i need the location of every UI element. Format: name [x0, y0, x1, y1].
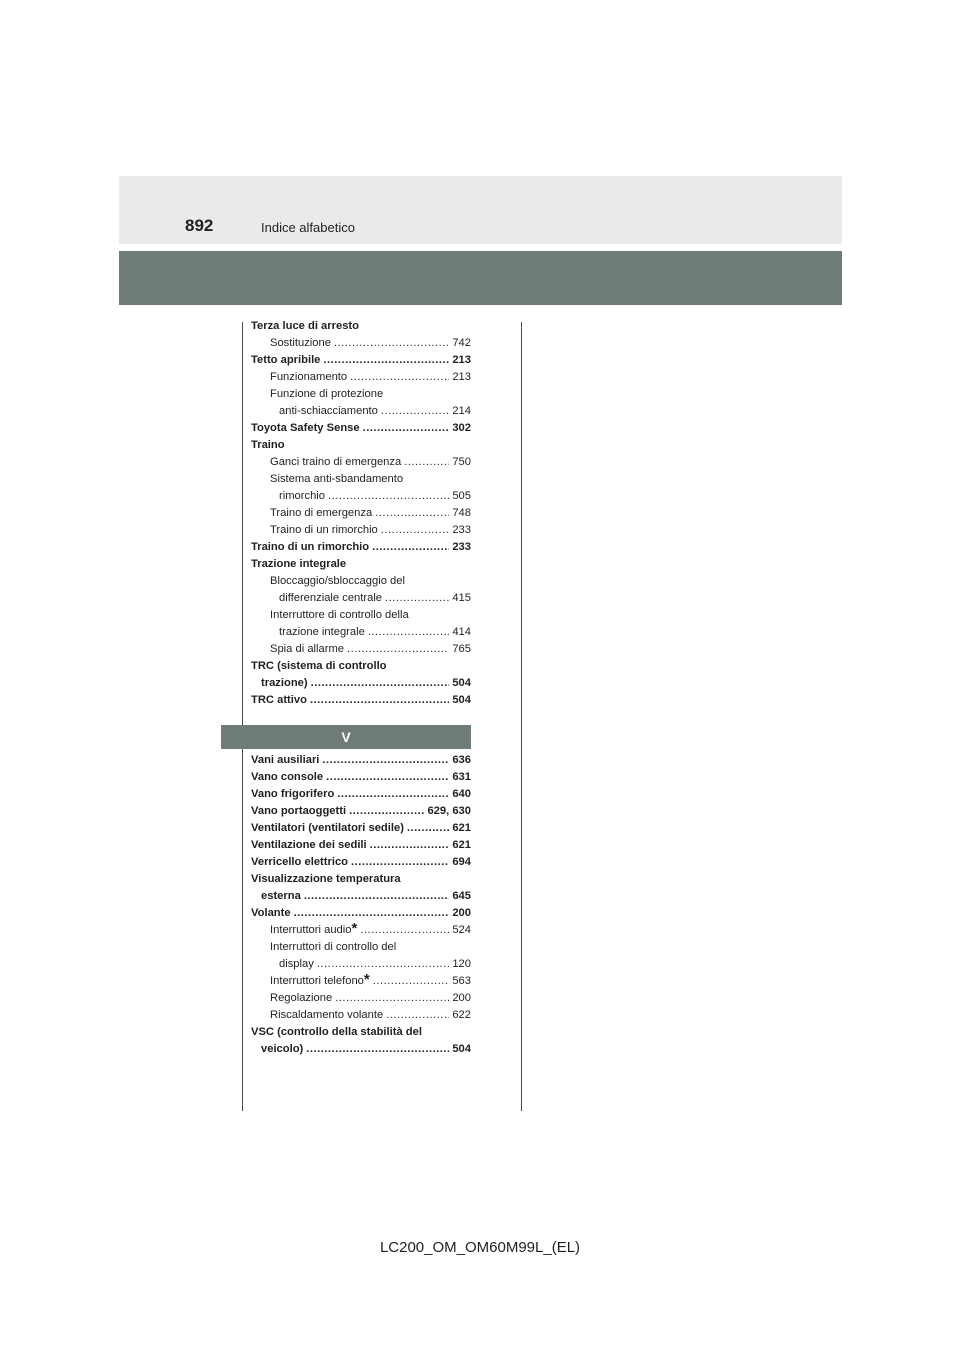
index-entry — [251, 386, 471, 403]
index-entry — [251, 488, 471, 505]
index-entry-text: Traino di un rimorchio — [270, 524, 378, 536]
dot-leader — [306, 1041, 449, 1058]
index-entry-text: esterna — [261, 890, 301, 902]
index-entry-text: Interruttori telefono — [270, 975, 364, 987]
index-entry — [251, 539, 471, 556]
index-entry-page: 621 — [452, 839, 471, 851]
index-entry-text: Tetto apribile — [251, 354, 321, 366]
index-entry-text: Interruttori di controllo del — [270, 941, 397, 953]
index-entry-text: Trazione integrale — [251, 558, 347, 570]
index-entry-text: Spia di allarme — [270, 643, 344, 655]
dot-leader — [322, 752, 449, 769]
index-entry — [251, 956, 471, 973]
column-divider-right — [521, 322, 522, 1111]
dot-leader — [335, 990, 449, 1007]
letter-heading-v: V — [221, 725, 471, 749]
index-block-v — [251, 752, 471, 1058]
index-entry — [251, 820, 471, 837]
index-entry-page: 504 — [452, 677, 471, 689]
index-entry — [251, 854, 471, 871]
dot-leader — [326, 769, 449, 786]
index-entry-text: rimorchio — [279, 490, 326, 502]
index-entry-text: Verricello elettrico — [251, 856, 349, 868]
index-entry-text: TRC (sistema di controllo — [251, 660, 387, 672]
index-entry-page: 200 — [452, 907, 471, 919]
index-entry-text: Toyota Safety Sense — [251, 422, 360, 434]
index-entry-text: Vano portaoggetti — [251, 805, 347, 817]
dot-leader — [294, 905, 450, 922]
index-entry — [251, 505, 471, 522]
index-block-t — [251, 318, 471, 709]
index-entry-page: 414 — [452, 626, 471, 638]
dot-leader — [381, 403, 449, 420]
index-entry — [251, 471, 471, 488]
index-entry — [251, 692, 471, 709]
index-entry-page: 622 — [452, 1009, 471, 1021]
index-entry-text: Traino di emergenza — [270, 507, 373, 519]
index-entry: Interruttori audio * ..... 524 — [251, 922, 471, 939]
index-entry — [251, 888, 471, 905]
index-entry-page: 504 — [452, 694, 471, 706]
header-band — [119, 176, 842, 244]
column-divider-left — [242, 322, 243, 1111]
index-entry — [251, 871, 471, 888]
index-entry-text: VSC (controllo della stabilità del — [251, 1026, 422, 1038]
index-entry-page: 636 — [452, 754, 471, 766]
dot-leader — [370, 837, 450, 854]
dot-leader — [349, 803, 424, 820]
dot-leader — [385, 590, 449, 607]
index-entry — [251, 905, 471, 922]
dot-leader — [375, 505, 449, 522]
index-entry — [251, 641, 471, 658]
dot-leader — [363, 420, 450, 437]
index-entry-text: Visualizzazione temperatura — [251, 873, 401, 885]
index-entry — [251, 1007, 471, 1024]
index-entry-text: Ventilatori (ventilatori sedile) — [251, 822, 404, 834]
index-entry — [251, 675, 471, 692]
index-entry-text: Funzionamento — [270, 371, 348, 383]
index-entry-text: Terza luce di arresto — [251, 320, 359, 332]
dot-leader — [368, 624, 450, 641]
dot-leader — [350, 369, 449, 386]
index-entry — [251, 939, 471, 956]
dot-leader — [334, 335, 449, 352]
index-entry-text: Traino — [251, 439, 285, 451]
index-entry-text: Vano console — [251, 771, 324, 783]
index-entry-text: veicolo) — [261, 1043, 304, 1055]
index-entry — [251, 837, 471, 854]
index-entry — [251, 803, 471, 820]
dot-leader — [304, 888, 450, 905]
index-entry — [251, 420, 471, 437]
index-entry-page: 213 — [452, 371, 471, 383]
index-entry — [251, 454, 471, 471]
dot-leader — [360, 922, 449, 939]
index-entry — [251, 352, 471, 369]
index-entry — [251, 1041, 471, 1058]
index-entry — [251, 556, 471, 573]
index-entry-page: 621 — [452, 822, 471, 834]
index-entry — [251, 403, 471, 420]
dot-leader — [386, 1007, 449, 1024]
dot-leader — [372, 539, 449, 556]
dot-leader — [351, 854, 449, 871]
index-entry-text: Sistema anti-sbandamento — [270, 473, 404, 485]
index-entry-text: Riscaldamento volante — [270, 1009, 384, 1021]
index-entry — [251, 786, 471, 803]
dot-leader — [407, 820, 449, 837]
dot-leader — [328, 488, 449, 505]
index-entry-page: 302 — [452, 422, 471, 434]
index-entry-page: 563 — [452, 975, 471, 987]
dot-leader — [373, 973, 450, 990]
index-entry-page: 694 — [452, 856, 471, 868]
index-entry-text: Bloccaggio/sbloccaggio del — [270, 575, 405, 587]
index-entry-text: Sostituzione — [270, 337, 331, 349]
index-entry-page: 504 — [452, 1043, 471, 1055]
index-entry-page: 631 — [452, 771, 471, 783]
dot-leader — [381, 522, 450, 539]
index-entry-text: Ventilazione dei sedili — [251, 839, 367, 851]
index-entry-text: Interruttori audio — [270, 924, 352, 936]
index-entry — [251, 437, 471, 454]
index-entry-text: trazione) — [261, 677, 308, 689]
index-entry-text: trazione integrale — [279, 626, 365, 638]
index-entry-text: differenziale centrale — [279, 592, 383, 604]
index-entry-page: 748 — [452, 507, 471, 519]
index-entry-page: 233 — [452, 524, 471, 536]
index-entry-text: Interruttore di controllo della — [270, 609, 409, 621]
dot-leader — [311, 675, 450, 692]
dot-leader — [347, 641, 449, 658]
index-entry-text: Regolazione — [270, 992, 333, 1004]
page-number: 892 — [185, 216, 214, 235]
dot-leader — [317, 956, 450, 973]
index-entry-page: 750 — [452, 456, 471, 468]
index-entry-text: display — [279, 958, 314, 970]
index-entry-text: Vano frigorifero — [251, 788, 335, 800]
index-entry-text: anti-schiacciamento — [279, 405, 378, 417]
index-entry — [251, 522, 471, 539]
index-entry — [251, 769, 471, 786]
section-title: Indice alfabetico — [261, 220, 355, 235]
index-entry-page: 524 — [452, 924, 471, 936]
index-entry — [251, 607, 471, 624]
index-entry — [251, 658, 471, 675]
index-entry-page: 214 — [452, 405, 471, 417]
index-entry-page: 213 — [452, 354, 471, 366]
index-entry-page: 765 — [452, 643, 471, 655]
index-entry-text: Funzione di protezione — [270, 388, 384, 400]
index-entry-text: Vani ausiliari — [251, 754, 320, 766]
index-entry — [251, 1024, 471, 1041]
dot-leader — [404, 454, 449, 471]
dot-leader — [337, 786, 449, 803]
index-entry-page: 742 — [452, 337, 471, 349]
header-dark-band — [119, 251, 842, 305]
index-entry-page: 200 — [452, 992, 471, 1004]
index-entry-page: 233 — [452, 541, 471, 553]
dot-leader — [323, 352, 449, 369]
index-entry-page: 120 — [452, 958, 471, 970]
index-entry — [251, 573, 471, 590]
index-entry-page: 415 — [452, 592, 471, 604]
index-entry — [251, 624, 471, 641]
index-entry — [251, 990, 471, 1007]
index-entry-text: Traino di un rimorchio — [251, 541, 370, 553]
index-entry — [251, 335, 471, 352]
index-entry — [251, 752, 471, 769]
index-entry: Interruttori telefono * ..... 563 — [251, 973, 471, 990]
index-entry-text: Volante — [251, 907, 291, 919]
index-entry-page: 505 — [452, 490, 471, 502]
index-entry-page: 640 — [452, 788, 471, 800]
index-entry — [251, 369, 471, 386]
index-entry-text: TRC attivo — [251, 694, 307, 706]
index-entry-text: Ganci traino di emergenza — [270, 456, 402, 468]
index-entry-page: 629, 630 — [427, 805, 471, 817]
index-entry — [251, 590, 471, 607]
index-entry-page: 645 — [452, 890, 471, 902]
index-entry — [251, 318, 471, 335]
document-code: LC200_OM_OM60M99L_(EL) — [379, 1239, 581, 1256]
dot-leader — [310, 692, 449, 709]
